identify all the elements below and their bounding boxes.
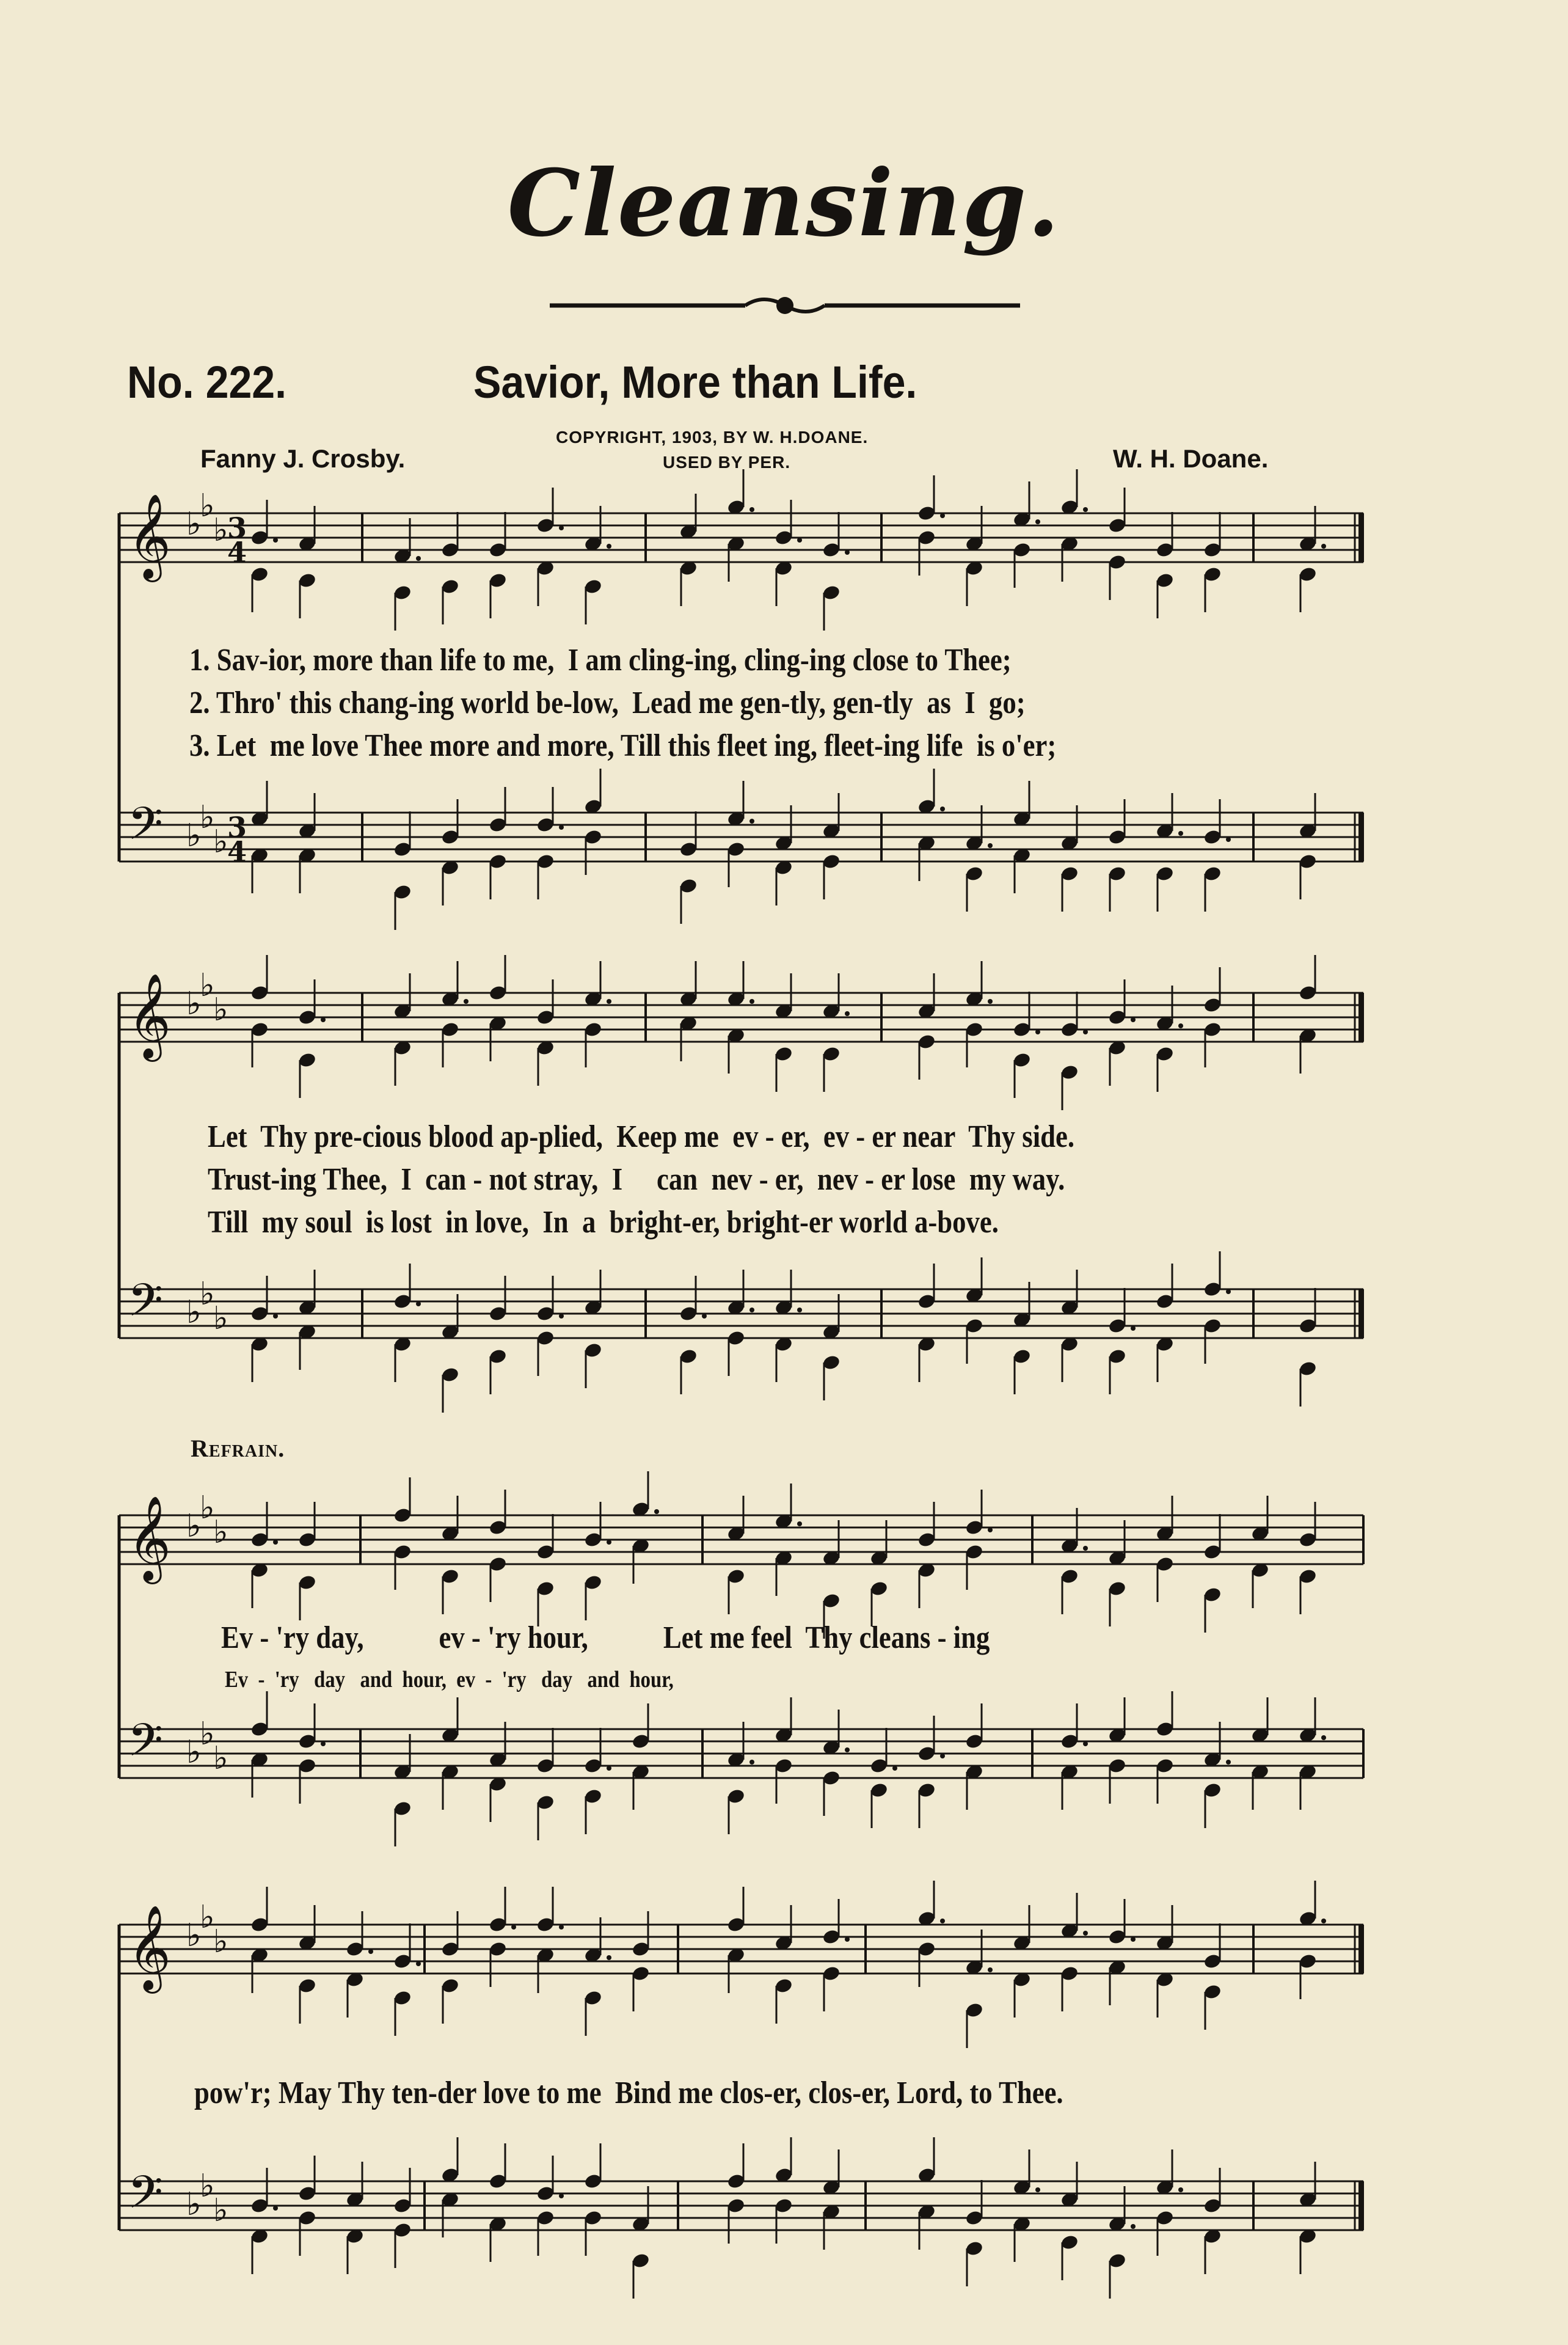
flat-icon: ♭ bbox=[213, 1740, 228, 1777]
hymn-title: Savior, More than Life. bbox=[473, 357, 917, 408]
dot bbox=[273, 2206, 278, 2211]
dot bbox=[702, 1314, 707, 1319]
dot bbox=[607, 1955, 611, 1960]
dot bbox=[1035, 2187, 1040, 2192]
dot bbox=[940, 1754, 945, 1758]
flat-icon: ♭ bbox=[213, 1300, 228, 1337]
final-barline bbox=[1358, 1289, 1364, 1338]
bass-clef-icon: 𝄢 bbox=[128, 2166, 163, 2230]
bass-clef-icon: 𝄢 bbox=[128, 1274, 163, 1338]
dot bbox=[321, 1017, 326, 1022]
flat-icon: ♭ bbox=[186, 1508, 202, 1545]
time-signature-bottom: 4 bbox=[227, 835, 247, 868]
flat-icon: ♭ bbox=[213, 824, 228, 860]
treble-clef-icon: 𝄞 bbox=[128, 494, 171, 579]
dot bbox=[1083, 1546, 1088, 1551]
verse-line2-stanza1: Let Thy pre-cious blood ap-plied, Keep me ev - er, ev - er near Thy side. bbox=[208, 1119, 1075, 1154]
used-by-permission: USED BY PER. bbox=[663, 453, 791, 472]
dot bbox=[559, 525, 564, 530]
flat-icon: ♭ bbox=[186, 1734, 202, 1771]
verse-line2-stanza3: Till my soul is lost in love, In a bright-er, bright-er world a-bove. bbox=[208, 1205, 999, 1240]
time-signature-bottom: 4 bbox=[227, 536, 247, 569]
section-title: Cleansing. bbox=[507, 150, 1061, 257]
dot bbox=[988, 999, 993, 1004]
verse-line1-stanza3: 3. Let me love Thee more and more, Till this fleet ing, fleet-ing life is o'er; bbox=[189, 728, 1057, 763]
treble-clef-icon: 𝄞 bbox=[128, 1905, 171, 1990]
dot bbox=[273, 1314, 278, 1319]
lyricist-credit: Fanny J. Crosby. bbox=[200, 444, 406, 473]
dot bbox=[845, 1011, 850, 1016]
dot bbox=[1083, 1030, 1088, 1034]
dot bbox=[988, 1967, 993, 1972]
dot bbox=[607, 999, 611, 1004]
dot bbox=[559, 1925, 564, 1930]
dot bbox=[1178, 1023, 1183, 1028]
dot bbox=[845, 1747, 850, 1752]
dot bbox=[1321, 544, 1326, 549]
flat-icon: ♭ bbox=[213, 992, 228, 1028]
dot bbox=[940, 513, 945, 518]
refrain-label: Refrain. bbox=[191, 1435, 285, 1462]
flat-icon: ♭ bbox=[200, 1899, 215, 1936]
dot bbox=[1226, 1289, 1231, 1294]
dot bbox=[988, 1527, 993, 1532]
dot bbox=[1131, 1326, 1136, 1331]
dot bbox=[797, 1521, 802, 1526]
dot bbox=[511, 1925, 516, 1930]
dot bbox=[1035, 1030, 1040, 1034]
dot bbox=[1083, 1741, 1088, 1746]
dot bbox=[321, 1741, 326, 1746]
dot bbox=[797, 538, 802, 543]
dot bbox=[607, 1540, 611, 1545]
dot bbox=[559, 2193, 564, 2198]
flat-icon: ♭ bbox=[200, 1490, 215, 1526]
flat-icon: ♭ bbox=[200, 799, 215, 836]
flat-icon: ♭ bbox=[200, 488, 215, 524]
dot bbox=[273, 538, 278, 543]
dot bbox=[749, 999, 754, 1004]
dot bbox=[940, 807, 945, 811]
flat-icon: ♭ bbox=[200, 1276, 215, 1312]
final-barline bbox=[1358, 993, 1364, 1042]
flat-icon: ♭ bbox=[186, 1294, 202, 1331]
flat-icon: ♭ bbox=[213, 1514, 228, 1551]
dot bbox=[1178, 2187, 1183, 2192]
dot bbox=[416, 1961, 421, 1966]
treble-clef-icon: 𝄞 bbox=[128, 1496, 171, 1581]
dot bbox=[1226, 837, 1231, 842]
flat-icon: ♭ bbox=[186, 818, 202, 854]
dot bbox=[607, 544, 611, 549]
dot bbox=[1083, 1931, 1088, 1936]
flat-icon: ♭ bbox=[186, 986, 202, 1022]
dot bbox=[1321, 1919, 1326, 1923]
copyright-notice: COPYRIGHT, 1903, BY W. H.DOANE. bbox=[556, 428, 869, 447]
dot bbox=[749, 1308, 754, 1312]
dot bbox=[749, 507, 754, 512]
dot bbox=[1131, 1937, 1136, 1942]
dot bbox=[416, 556, 421, 561]
verse-line1-stanza2: 2. Thro' this chang-ing world be-low, Lead me gen-tly, gen-tly as I go; bbox=[189, 686, 1026, 720]
dot bbox=[607, 1766, 611, 1771]
final-barline bbox=[1358, 813, 1364, 862]
flat-icon: ♭ bbox=[213, 512, 228, 549]
refrain-line2: pow'r; May Thy ten-der love to me Bind me clos-er, clos-er, Lord, to Thee. bbox=[194, 2076, 1063, 2110]
flat-icon: ♭ bbox=[186, 506, 202, 543]
dot bbox=[845, 550, 850, 555]
dot bbox=[797, 1308, 802, 1312]
dot bbox=[749, 1760, 754, 1765]
dot bbox=[845, 1937, 850, 1942]
refrain-alto-line: Ev - 'ry day and hour, ev - 'ry day and hour, bbox=[225, 1667, 674, 1692]
verse-line2-stanza2: Trust-ing Thee, I can - not stray, I can nev - er, nev - er lose my way. bbox=[208, 1162, 1065, 1197]
flat-icon: ♭ bbox=[186, 1917, 202, 1954]
composer-credit: W. H. Doane. bbox=[1113, 444, 1269, 473]
bass-clef-icon: 𝄢 bbox=[128, 1714, 163, 1778]
flat-icon: ♭ bbox=[213, 2192, 228, 2229]
flat-icon: ♭ bbox=[200, 967, 215, 1004]
bass-clef-icon: 𝄢 bbox=[128, 797, 163, 862]
dot bbox=[273, 1540, 278, 1545]
treble-clef-icon: 𝄞 bbox=[128, 973, 171, 1058]
dot bbox=[1035, 519, 1040, 524]
dot bbox=[1083, 507, 1088, 512]
dot bbox=[1178, 831, 1183, 836]
hymn-number: No. 222. bbox=[127, 357, 287, 408]
dot bbox=[940, 1919, 945, 1923]
dot bbox=[416, 1301, 421, 1306]
dot bbox=[654, 1509, 659, 1514]
flat-icon: ♭ bbox=[213, 1923, 228, 1960]
dot bbox=[559, 1314, 564, 1319]
dot bbox=[1131, 1017, 1136, 1022]
dot bbox=[1321, 1735, 1326, 1740]
flat-icon: ♭ bbox=[200, 1716, 215, 1752]
dot bbox=[1226, 1760, 1231, 1765]
dot bbox=[988, 843, 993, 848]
flat-icon: ♭ bbox=[200, 2168, 215, 2204]
final-barline bbox=[1358, 2181, 1364, 2230]
flat-icon: ♭ bbox=[186, 2186, 202, 2223]
dot bbox=[749, 819, 754, 824]
final-barline bbox=[1358, 1925, 1364, 1974]
dot bbox=[368, 1949, 373, 1954]
refrain-line1: Ev - 'ry day, ev - 'ry hour, Let me feel Thy cleans - ing bbox=[221, 1620, 990, 1655]
dot bbox=[892, 1766, 897, 1771]
final-barline bbox=[1358, 513, 1364, 562]
dot bbox=[559, 825, 564, 830]
dot bbox=[464, 999, 469, 1004]
time-signature-top: 3 bbox=[227, 811, 247, 844]
time-signature-top: 3 bbox=[227, 511, 247, 544]
verse-line1-stanza1: 1. Sav-ior, more than life to me, I am cling-ing, cling-ing close to Thee; bbox=[189, 643, 1012, 678]
dot bbox=[1131, 2224, 1136, 2229]
